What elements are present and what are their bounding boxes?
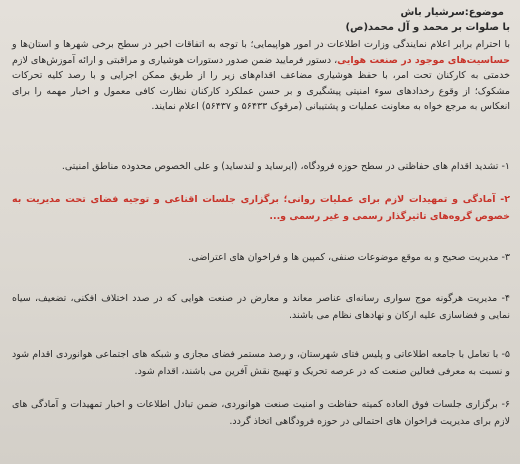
list-item-5: ۵- با تعامل با جامعه اطلاعاتی و پلیس فتای شهرستان، و رصد مستمر فضای مجازی و شبکه های اجتماعی هوانوردی اقدام شود و نسبت به معرفی فعالین صنعت که در عرصه تحریک و تهییج نقش آفرین می باشند، اقدام شود.	[12, 349, 510, 377]
list-item-4: ۴- مدیریت هرگونه موج سواری رسانه‌ای عناصر معاند و معارض در صنعت هوایی که در صدد اختلاف افکنی، تضعیف، سیاه نمایی و فضاسازی علیه ارکان و نهادهای نظام می باشند.	[12, 293, 510, 321]
intro-text-start: با احترام برابر اعلام نمایندگی وزارت اطلاعات در امور هواپیمایی؛ با توجه به اتفاقات اخیر در سطح برخی شهرها و استان‌ها و	[12, 39, 510, 50]
list-item-3: ۳- مدیریت صحیح و به موقع موضوعات صنفی، کمپین ها و فراخوان های اعتراضی.	[188, 252, 510, 263]
intro-highlight: حساسیت‌های موجود در صنعت هوایی	[337, 54, 510, 66]
list-item-1: ۱- تشدید اقدام های حفاظتی در سطح حوزه فرودگاه، (ایرساید و لندساید) و علی الخصوص محدوده مناطق امنیتی.	[61, 161, 510, 172]
subject-line: موضوع:سرشیار باش	[400, 7, 504, 18]
intro-paragraph	[12, 37, 510, 115]
intro-text-end: ، دستور فرمایید ضمن صدور دستورات هوشیاری و مراقبتی و ارائه آموزش‌های لازم خدمتی به کارکنان تحت امر، با حفظ هوشیاری مضاعف اقدام‌های زیر را از طریق ممکن اجرایی و با رصد کلیه تحرکات مشکوک؛ از وقوع رخدادهای سوء امنیتی پیشگیری و بر حسن عملکرد کارکنان نظارت کافی معمول و اخبار مهمه را برای انعکاس به مرجع خواه به معاونت عملیات و پشتیبانی (مرقوک ۵۶۴۳۳ و ۵۶۴۳۷) اعلام نمایند.	[12, 54, 510, 113]
greeting-line: با صلوات بر محمد و آل محمد(ص)	[345, 22, 510, 33]
list-item-2: ۲- آمادگی و تمهیدات لازم برای عملیات روانی؛ برگزاری جلسات اقناعی و توجیه فضای تحت مدیریت به خصوص گروه‌های تاثیرگذار رسمی و غیر رسمی و...	[12, 194, 510, 222]
list-item-6: ۶- برگزاری جلسات فوق العاده کمیته حفاظت و امنیت صنعت هوانوردی، ضمن تبادل اطلاعات و اخبار تمهیدات و آمادگی های لازم برای مدیریت فراخوان های احتمالی در حوزه فرودگاهی اتخاذ گردد.	[12, 399, 510, 427]
